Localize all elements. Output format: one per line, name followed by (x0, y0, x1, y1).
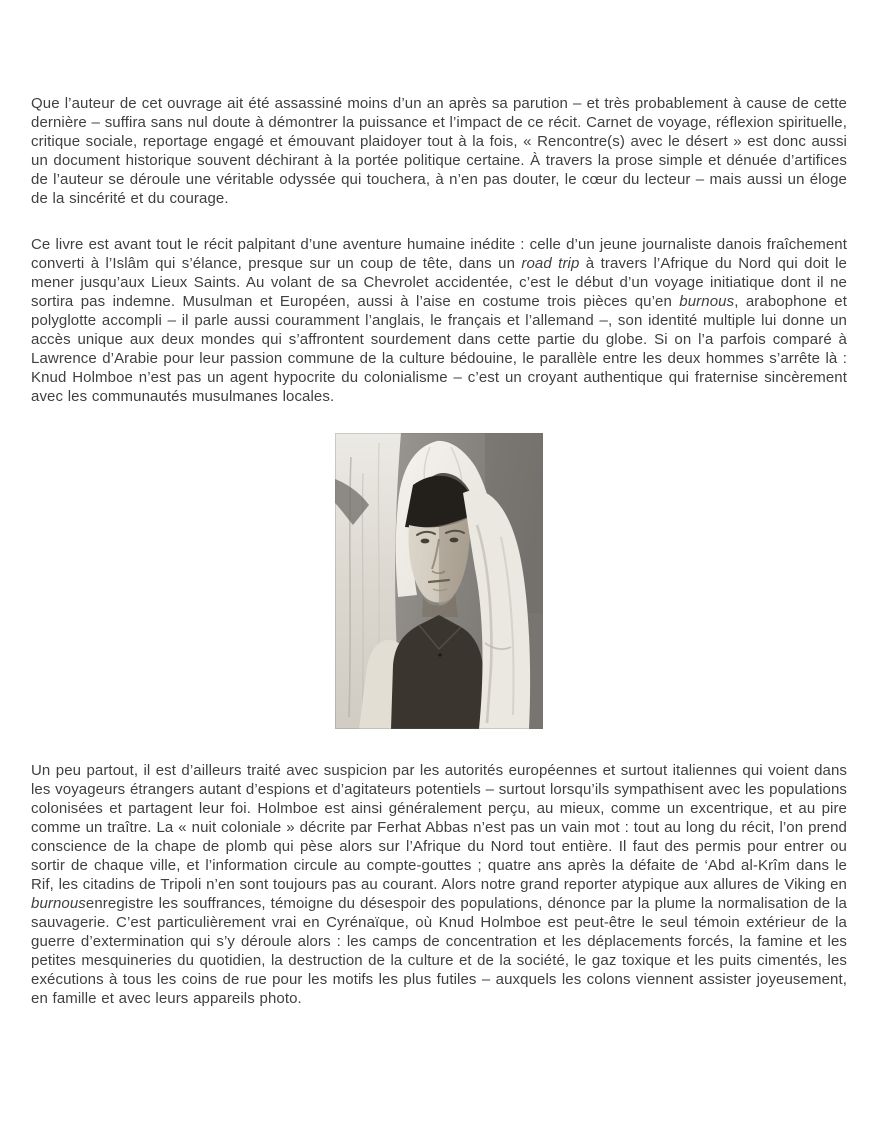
italic-road-trip: road trip (521, 255, 580, 272)
paragraph-colonial-part2: enregistre les souffrances, témoigne du désespoir des populations, dénonce par la plume la normalisation de la sauvagerie. C’est particulièrement vrai en Cyrénaïque, où Knud Holmboe est peut-être le seul témoin extérieur de la guerre d’extermination qui s’y déroule alors : les camps de concentration et les déplacements forcés, la famine et les petites mesquineries du quotidien, la destruction de la culture et de la société, le gaz toxique et les puits cimentés, les exécutions à tous les coins de rue pour les motifs les plus futiles – auxquels les colons viennent assister joyeusement, en famille et avec leurs appareils photo. (31, 895, 847, 1007)
paragraph-adventure-part2: à travers l’Afrique du Nord qui doit le mener jusqu’aux Lieux Saints. Au volant de sa Chevrolet accidentée, c’est le début d’un voyage initiatique dont il ne sortira pas indemne. Musulman et Européen, aussi à l’aise en costume trois pièces qu’en (31, 255, 847, 310)
italic-burnous-2: burnous (31, 895, 86, 912)
paragraph-intro (31, 94, 847, 208)
right-eye (450, 538, 459, 543)
paragraph-adventure-part1: Ce livre est avant tout le récit palpitant d’une aventure humaine inédite : celle d’un jeune journaliste danois fraîchement converti à l’Islâm qui s’élance, presque sur un coup de tête, dans un (31, 236, 847, 272)
portrait-figure (31, 433, 847, 734)
paragraph-adventure-part3: , arabophone et polyglotte accompli – il parle aussi couramment l’anglais, le français et l’allemand –, son identité multiple lui donne un accès unique aux deux mondes qui s’affrontent sourdement dans cette partie du globe. Si on l’a parfois comparé à Lawrence d’Arabie pour leur passion commune de la culture bédouine, le parallèle entre les deux hommes s’arrête là : Knud Holmboe n’est pas un agent hypocrite du colonialisme – c’est un croyant authentique qui fraternise sincèrement avec les communautés musulmanes locales. (31, 293, 847, 405)
paragraph-intro-text: Que l’auteur de cet ouvrage ait été assassiné moins d’un an après sa parution – et très probablement à cause de cette dernière – suffira sans nul doute à démontrer la puissance et l’impact de ce récit. Carnet de voyage, réflexion spirituelle, critique sociale, reportage engagé et émouvant plaidoyer tout à la fois, « Rencontre(s) avec le désert » est donc aussi un document historique souvent déchirant à la portée politique certaine. À travers la prose simple et dénuée d’artifices de l’auteur se déroule une véritable odyssée qui touchera, à n’en pas douter, le cœur du lecteur – mais aussi un éloge de la sincérité et du courage. (31, 95, 847, 207)
italic-burnous-1: burnous (679, 293, 735, 310)
paragraph-colonial (31, 761, 847, 1008)
paragraph-adventure (31, 235, 847, 406)
portrait-photo (335, 433, 543, 729)
left-eye (421, 539, 430, 544)
paragraph-colonial-part1: Un peu partout, il est d’ailleurs traité avec suspicion par les autorités européennes et surtout italiennes qui voient dans les voyageurs étrangers autant d’espions et d’agitateurs potentiels – surtout lorsqu’ils sympathisent avec les populations colonisées et partagent leur foi. Holmboe est ainsi généralement perçu, au mieux, comme un excentrique, et au pire comme un traître. La « nuit coloniale » décrite par Ferhat Abbas n’est pas un vain mot : tout au long du récit, l’on prend conscience de la chape de plomb qui pèse alors sur l’Afrique du Nord tout entière. Il faut des permis pour entrer ou sortir de chaque ville, et l’information circule au compte-gouttes ; quatre ans après la défaite de ‘Abd al-Krîm dans le Rif, les citadins de Tripoli n’en sont toujours pas au courant. Alors notre grand reporter atypique aux allures de Viking en (31, 762, 847, 893)
